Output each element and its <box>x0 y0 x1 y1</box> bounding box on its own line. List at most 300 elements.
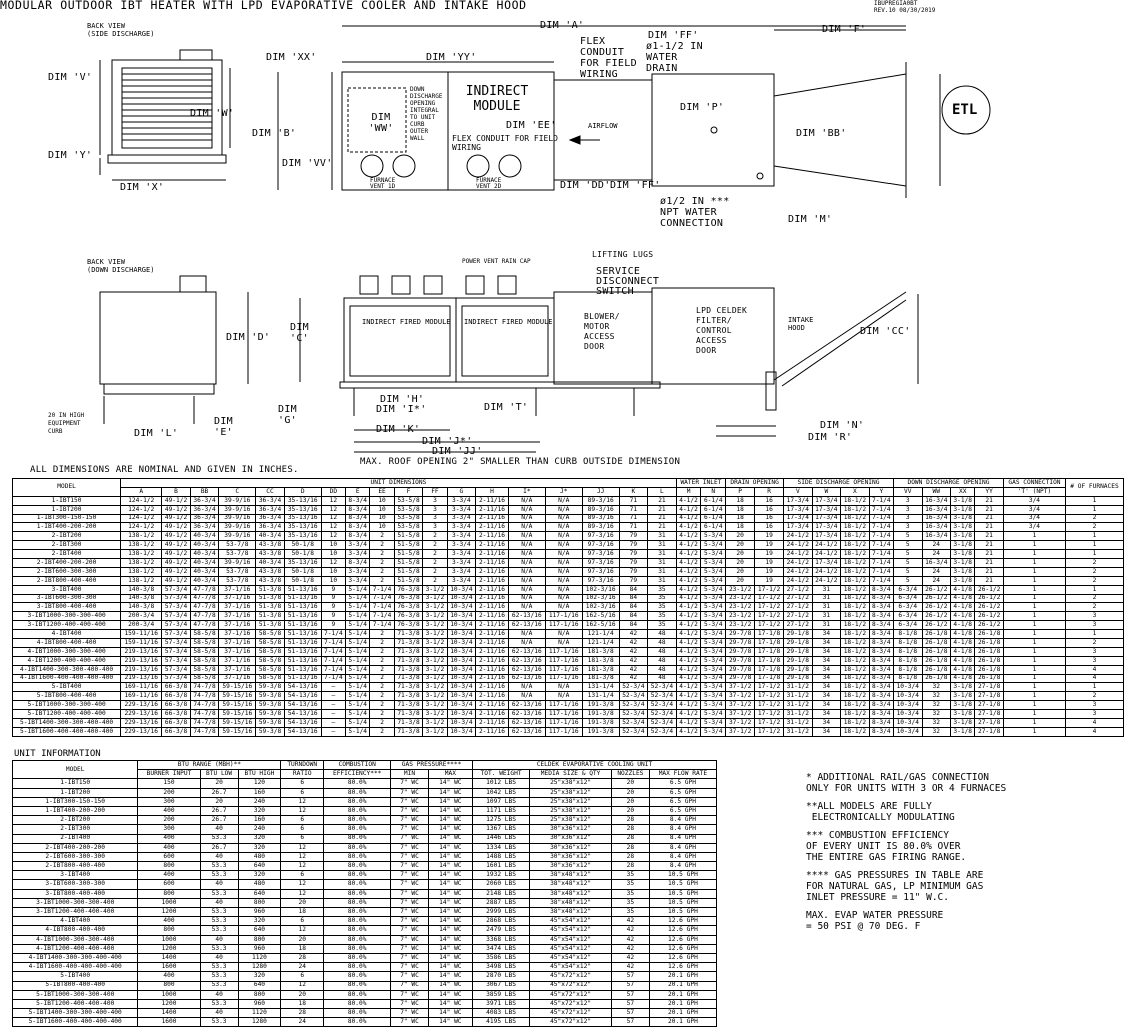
table-cell: 58-5/8 <box>190 665 219 674</box>
table-cell: 66-3/8 <box>162 719 191 728</box>
table-cell: 18-1/2 <box>841 647 870 656</box>
table-cell: 18-1/2 <box>841 576 870 585</box>
table-cell: 7-1/4 <box>321 656 345 665</box>
table-cell: 34 <box>812 701 841 710</box>
table-cell: 8-3/4 <box>869 665 893 674</box>
table-cell: 17-3/4 <box>784 496 813 505</box>
dim-ww-label: DIM 'WW' <box>368 112 394 134</box>
table-cell: 39-9/16 <box>219 505 256 514</box>
table-cell: 3-3/4 <box>346 550 370 559</box>
table-cell: 20 <box>726 576 755 585</box>
table-cell: 26-1/8 <box>975 656 1004 665</box>
table-cell: 219-13/16 <box>121 656 162 665</box>
table-cell: 12 <box>281 806 324 815</box>
table-cell: 1200 <box>138 999 200 1008</box>
table-cell: 29-7/8 <box>726 639 755 648</box>
flex-conduit-label-1: FLEX <box>580 36 606 47</box>
table-cell: 24-1/2 <box>784 550 813 559</box>
table-cell: 29-1/8 <box>784 647 813 656</box>
table-cell: 51-3/8 <box>256 621 285 630</box>
table-cell: 2 <box>370 656 394 665</box>
table-cell: 14" WC <box>428 990 472 999</box>
table-cell: 5-3/4 <box>701 683 726 692</box>
table-cell: 52-3/4 <box>619 692 648 701</box>
table-cell: 5 <box>893 559 922 568</box>
table-cell: 5-1/4 <box>346 701 370 710</box>
table-cell: 14" WC <box>428 889 472 898</box>
table-cell: 74-7/8 <box>190 701 219 710</box>
table-cell: 5-3/4 <box>701 559 726 568</box>
table-cell: 4083 LBS <box>472 1009 529 1018</box>
table-cell: 80.0% <box>324 816 391 825</box>
table-cell: 4-1/2 <box>676 612 701 621</box>
table-cell: 71-3/8 <box>394 630 423 639</box>
info-sub-burner-input: BURNER INPUT <box>138 770 200 779</box>
table-cell: 4-1/8 <box>951 603 975 612</box>
table-cell: 59-15/16 <box>219 692 256 701</box>
table-cell: 14" WC <box>428 852 472 861</box>
table-cell: 10-3/4 <box>893 692 922 701</box>
table-cell: 3-1/8 <box>951 683 975 692</box>
table-cell: 45"x54"x12" <box>530 917 612 926</box>
table-cell: 229-13/16 <box>121 701 162 710</box>
table-cell: 4-1/2 <box>676 541 701 550</box>
table-cell: 117-1/16 <box>545 665 582 674</box>
table-cell: 6 <box>281 816 324 825</box>
table-cell: 138-1/2 <box>121 550 162 559</box>
table-cell: 14" WC <box>428 898 472 907</box>
model-cell: 2-IBT400 <box>13 550 121 559</box>
table-cell: 52-3/4 <box>619 701 648 710</box>
dim-col-header: F <box>394 487 423 496</box>
table-cell: 27-1/8 <box>975 710 1004 719</box>
table-cell: 39-9/16 <box>219 496 256 505</box>
table-cell: 5-1/4 <box>346 710 370 719</box>
model-cell: 3-IBT800-400-400 <box>13 603 121 612</box>
table-cell: 191-3/8 <box>582 710 619 719</box>
table-cell: 3-1/8 <box>951 692 975 701</box>
table-cell: 31 <box>812 585 841 594</box>
table-cell: 58-5/8 <box>190 674 219 683</box>
table-cell: 7-1/4 <box>321 647 345 656</box>
table-cell: N/A <box>508 630 545 639</box>
table-cell: N/A <box>545 683 582 692</box>
table-cell: 31-1/2 <box>784 701 813 710</box>
table-cell: 18-1/2 <box>841 541 870 550</box>
table-cell: 34 <box>812 639 841 648</box>
table-cell: 10 <box>370 523 394 532</box>
table-cell: 3 <box>423 523 447 532</box>
table-cell: 7" WC <box>391 797 429 806</box>
dim-h-label: DIM 'H' <box>380 394 425 405</box>
table-cell: 80.0% <box>324 843 391 852</box>
model-cell: 1-IBT200 <box>13 788 138 797</box>
table-cell: 8-3/4 <box>346 523 370 532</box>
table-cell: 20 <box>611 788 649 797</box>
table-cell: 8-1/8 <box>893 639 922 648</box>
table-cell: 37-1/16 <box>219 656 256 665</box>
dim-t-label: DIM 'T' <box>484 402 529 413</box>
dim-ee-label: DIM 'EE' <box>506 120 557 131</box>
table-cell: 10-3/4 <box>447 701 476 710</box>
table-cell: 53-7/8 <box>219 567 256 576</box>
table-cell: 58-5/8 <box>256 674 285 683</box>
note-3: *** COMBUSTION EFFICIENCY OF EVERY UNIT IS 80.0% OVER THE ENTIRE GAS FIRING RANGE. <box>806 830 967 863</box>
table-cell: 31 <box>648 576 677 585</box>
note-2: **ALL MODELS ARE FULLY ELECTRONICALLY MODULATING <box>806 801 955 823</box>
table-row <box>13 944 717 953</box>
table-cell: 10.5 GPH <box>649 908 716 917</box>
dim-col-header: J* <box>545 487 582 496</box>
table-cell: 12 <box>281 852 324 861</box>
table-cell: 7" WC <box>391 926 429 935</box>
table-cell: 71-3/8 <box>394 727 423 736</box>
table-row <box>13 683 1124 692</box>
water-drain-label-1: ø1-1/2 IN <box>646 41 703 52</box>
table-cell: 18 <box>726 523 755 532</box>
table-cell: 24 <box>922 576 951 585</box>
table-cell: 117-1/16 <box>545 674 582 683</box>
table-cell: 4-1/2 <box>676 550 701 559</box>
table-cell: 80.0% <box>324 898 391 907</box>
table-cell: 4-1/2 <box>676 665 701 674</box>
model-cell: 2-IBT300 <box>13 541 121 550</box>
table-cell: 26-1/2 <box>975 585 1004 594</box>
table-cell: 102-3/16 <box>582 603 619 612</box>
table-cell: 320 <box>238 806 281 815</box>
table-cell: 10.5 GPH <box>649 889 716 898</box>
table-cell: 37-1/16 <box>219 603 256 612</box>
table-cell: 18-1/2 <box>841 612 870 621</box>
table-cell: 51-13/16 <box>284 674 321 683</box>
note-4: **** GAS PRESSURES IN TABLE ARE FOR NATURAL GAS, LP MINIMUM GAS INLET PRESSURE = 11" W.C. <box>806 870 984 903</box>
table-cell: 6-1/4 <box>701 514 726 523</box>
table-cell: 29-1/8 <box>784 639 813 648</box>
table-cell: 51-13/16 <box>284 603 321 612</box>
dim-bb-label: DIM 'BB' <box>796 128 847 139</box>
table-cell: 5-1/4 <box>346 692 370 701</box>
table-cell: 40-3/4 <box>190 576 219 585</box>
model-cell: 1-IBT150 <box>13 496 121 505</box>
dim-b-label: DIM 'B' <box>252 128 297 139</box>
table-cell: 1400 <box>138 953 200 962</box>
table-cell: 800 <box>238 898 281 907</box>
dim-col-header: W <box>812 487 841 496</box>
table-cell: 35 <box>648 603 677 612</box>
table-row <box>13 963 717 972</box>
table-cell: 97-3/16 <box>582 559 619 568</box>
table-cell: 28 <box>611 825 649 834</box>
table-cell: 52-3/4 <box>648 701 677 710</box>
table-cell: 37-1/2 <box>726 701 755 710</box>
table-cell: 3-1/2 <box>423 630 447 639</box>
table-cell: 14" WC <box>428 834 472 843</box>
table-cell: 31 <box>648 567 677 576</box>
table-cell: 71-3/8 <box>394 701 423 710</box>
table-cell: 31-1/2 <box>784 719 813 728</box>
table-cell: 4-1/2 <box>676 603 701 612</box>
table-cell: 36-3/4 <box>256 523 285 532</box>
dim-a-label: DIM 'A' <box>540 20 585 31</box>
table-cell: 8-3/4 <box>869 639 893 648</box>
table-cell: 7" WC <box>391 990 429 999</box>
table-cell: 29-1/8 <box>784 630 813 639</box>
table-cell: 17-1/8 <box>755 656 784 665</box>
table-cell: – <box>321 683 345 692</box>
dim-table-side-discharge-header: SIDE DISCHARGE OPENING <box>784 479 894 488</box>
table-cell: 80.0% <box>324 908 391 917</box>
dim-x-label: DIM 'X' <box>120 182 165 193</box>
table-cell: 53-5/8 <box>394 514 423 523</box>
table-cell: N/A <box>508 594 545 603</box>
table-cell: 10-3/4 <box>893 683 922 692</box>
table-cell: 37-1/2 <box>726 727 755 736</box>
table-cell: 10 <box>370 505 394 514</box>
table-cell: 36-3/4 <box>190 514 219 523</box>
table-cell: 1 <box>1003 701 1065 710</box>
table-cell: 40-3/4 <box>190 567 219 576</box>
table-cell: 150 <box>138 779 200 788</box>
table-cell: 20 <box>726 550 755 559</box>
table-cell: 3 <box>1065 621 1123 630</box>
table-cell: 24-1/2 <box>784 567 813 576</box>
table-cell: 1 <box>1003 585 1065 594</box>
table-cell: 3 <box>1065 656 1123 665</box>
table-cell: 2-11/16 <box>476 621 509 630</box>
table-row <box>13 908 717 917</box>
table-cell: 35 <box>648 621 677 630</box>
table-cell: 17-3/4 <box>812 532 841 541</box>
table-cell: 3 <box>423 514 447 523</box>
dim-col-header: DD <box>321 487 345 496</box>
table-cell: 2-11/16 <box>476 630 509 639</box>
table-cell: 31-1/2 <box>784 727 813 736</box>
table-cell: 26-1/8 <box>922 665 951 674</box>
table-cell: 1 <box>1003 656 1065 665</box>
table-cell: 57 <box>611 999 649 1008</box>
table-cell: 7-1/4 <box>370 621 394 630</box>
table-cell: 24-1/2 <box>812 567 841 576</box>
dim-table-drain-opening-header: DRAIN OPENING <box>726 479 784 488</box>
dim-col-header: E <box>346 487 370 496</box>
table-cell: 3-1/2 <box>423 594 447 603</box>
table-cell: 42 <box>619 647 648 656</box>
table-row <box>13 665 1124 674</box>
table-cell: 57 <box>611 990 649 999</box>
table-cell: 1097 LBS <box>472 797 529 806</box>
flex-conduit-label-4: WIRING <box>580 69 618 80</box>
npt-label-3: CONNECTION <box>660 218 724 229</box>
table-cell: 84 <box>619 585 648 594</box>
table-cell: 2 <box>1065 692 1123 701</box>
dim-col-header: G <box>447 487 476 496</box>
table-cell: 57-3/4 <box>162 647 191 656</box>
table-row <box>13 550 1124 559</box>
table-cell: 140-3/8 <box>121 603 162 612</box>
back-view-down-sublabel: (DOWN DISCHARGE) <box>87 266 155 274</box>
table-cell: 7-1/4 <box>869 514 893 523</box>
table-cell: 84 <box>619 612 648 621</box>
table-cell: 51-13/16 <box>284 585 321 594</box>
table-cell: 29-7/8 <box>726 656 755 665</box>
table-cell: 17-1/8 <box>755 630 784 639</box>
table-cell: 2-11/16 <box>476 665 509 674</box>
table-cell: 5-1/4 <box>346 656 370 665</box>
table-cell: 7-1/4 <box>869 496 893 505</box>
model-cell: 5-IBT800-400-400 <box>13 981 138 990</box>
table-cell: 7" WC <box>391 889 429 898</box>
table-cell: 2 <box>1065 603 1123 612</box>
table-cell: 3 <box>1065 612 1123 621</box>
table-cell: 12.6 GPH <box>649 953 716 962</box>
table-cell: 3-1/2 <box>423 692 447 701</box>
table-cell: 17-1/2 <box>755 594 784 603</box>
table-cell: 53.3 <box>200 834 238 843</box>
table-cell: 5-3/4 <box>701 719 726 728</box>
table-cell: 2 <box>370 674 394 683</box>
table-cell: 37-1/2 <box>726 719 755 728</box>
table-cell: 124-1/2 <box>121 496 162 505</box>
table-cell: 20.1 GPH <box>649 972 716 981</box>
model-cell: 5-IBT1400-300-300-400-400 <box>13 1009 138 1018</box>
table-cell: 40-3/4 <box>190 550 219 559</box>
water-drain-label-3: DRAIN <box>646 63 678 74</box>
table-cell: 3 <box>893 496 922 505</box>
table-cell: 57 <box>611 972 649 981</box>
table-cell: 7-1/4 <box>869 559 893 568</box>
table-cell: 3-1/8 <box>951 523 975 532</box>
table-cell: 29-1/8 <box>784 674 813 683</box>
table-cell: N/A <box>545 576 582 585</box>
table-cell: 38"x48"x12" <box>530 889 612 898</box>
table-cell: 10.5 GPH <box>649 880 716 889</box>
table-cell: 49-1/2 <box>162 532 191 541</box>
table-cell: 23-1/2 <box>726 603 755 612</box>
table-cell: 18-1/2 <box>841 683 870 692</box>
table-cell: 42 <box>611 953 649 962</box>
table-cell: 14" WC <box>428 871 472 880</box>
table-cell: 37-1/16 <box>219 674 256 683</box>
table-row <box>13 567 1124 576</box>
table-cell: 26-1/2 <box>975 603 1004 612</box>
table-cell: 7" WC <box>391 1018 429 1027</box>
table-cell: 18-1/2 <box>841 585 870 594</box>
info-sub-efficiency: EFFICIENCY*** <box>324 770 391 779</box>
table-cell: 52-3/4 <box>648 710 677 719</box>
indirect-fired-label-1: INDIRECT FIRED MODULE <box>362 318 451 326</box>
table-cell: 1 <box>1065 630 1123 639</box>
table-cell: 14" WC <box>428 880 472 889</box>
curb-label-3: CURB <box>48 428 63 435</box>
table-cell: 16 <box>755 496 784 505</box>
table-cell: 17-1/8 <box>755 639 784 648</box>
table-cell: 10-3/4 <box>893 719 922 728</box>
table-cell: 21 <box>975 514 1004 523</box>
table-cell: 62-13/16 <box>508 647 545 656</box>
table-cell: 62-13/16 <box>508 612 545 621</box>
down-discharge-note: DOWN DISCHARGE OPENING INTEGRAL TO UNIT CURB OUTER WALL <box>410 86 443 142</box>
table-cell: 42 <box>619 630 648 639</box>
table-cell: 53.3 <box>200 963 238 972</box>
table-cell: 5-1/4 <box>346 674 370 683</box>
table-cell: 8-3/4 <box>869 727 893 736</box>
dim-f-label: DIM 'F' <box>822 24 867 35</box>
table-cell: 2-11/16 <box>476 647 509 656</box>
table-cell: 4-1/2 <box>676 701 701 710</box>
table-cell: 53.3 <box>200 1018 238 1027</box>
table-cell: 8-3/4 <box>346 514 370 523</box>
nominal-dimensions-note: ALL DIMENSIONS ARE NOMINAL AND GIVEN IN INCHES. <box>30 465 299 475</box>
table-cell: 47-7/8 <box>190 603 219 612</box>
table-cell: 2-11/16 <box>476 514 509 523</box>
table-cell: 240 <box>238 797 281 806</box>
table-cell: 80.0% <box>324 944 391 953</box>
table-cell: 2-11/16 <box>476 674 509 683</box>
table-cell: – <box>321 719 345 728</box>
dim-col-header: JJ <box>582 487 619 496</box>
table-cell: 7" WC <box>391 825 429 834</box>
table-cell: 20 <box>726 567 755 576</box>
table-cell: 40-3/4 <box>190 559 219 568</box>
table-cell: 3-1/8 <box>951 567 975 576</box>
table-cell: 38"x48"x12" <box>530 880 612 889</box>
table-cell: 58-5/8 <box>256 656 285 665</box>
table-row <box>13 999 717 1008</box>
table-cell: 640 <box>238 889 281 898</box>
table-cell: 2-11/16 <box>476 550 509 559</box>
table-row <box>13 692 1124 701</box>
table-row <box>13 576 1124 585</box>
table-cell: 45"x54"x12" <box>530 935 612 944</box>
table-cell: 12 <box>281 862 324 871</box>
table-cell: 2 <box>370 719 394 728</box>
table-cell: 21 <box>648 514 677 523</box>
table-cell: 5 <box>893 550 922 559</box>
table-cell: 45"x54"x12" <box>530 926 612 935</box>
table-cell: 51-5/8 <box>394 550 423 559</box>
dim-v-label: DIM 'V' <box>48 72 93 83</box>
table-cell: 2479 LBS <box>472 926 529 935</box>
table-cell: 300 <box>138 825 200 834</box>
table-cell: 3 <box>893 523 922 532</box>
table-cell: 80.0% <box>324 871 391 880</box>
model-cell: 1-IBT300-150-150 <box>13 514 121 523</box>
dim-col-header: M <box>676 487 701 496</box>
table-cell: 62-13/16 <box>508 710 545 719</box>
table-cell: 400 <box>138 843 200 852</box>
table-cell: 20 <box>726 541 755 550</box>
back-view-side-sublabel: (SIDE DISCHARGE) <box>87 30 155 38</box>
lifting-lugs-label: LIFTING LUGS <box>592 250 654 259</box>
table-cell: 51-13/16 <box>284 594 321 603</box>
table-cell: 53-7/8 <box>219 550 256 559</box>
model-cell: 3-IBT800-400-400 <box>13 889 138 898</box>
table-row <box>13 806 717 815</box>
table-cell: 5-1/4 <box>346 727 370 736</box>
table-row <box>13 797 717 806</box>
dim-j-label: DIM 'J*' <box>422 436 473 447</box>
lpd-label-1: LPD CELDEK <box>696 306 748 315</box>
table-row <box>13 990 717 999</box>
table-cell: 53.3 <box>200 972 238 981</box>
table-cell: 3-3/4 <box>346 567 370 576</box>
table-cell: N/A <box>545 496 582 505</box>
table-cell: 7-1/4 <box>321 665 345 674</box>
table-cell: 117-1/16 <box>545 656 582 665</box>
table-cell: 29-1/8 <box>784 665 813 674</box>
table-cell: 4-1/2 <box>676 559 701 568</box>
table-cell: 3-1/8 <box>951 576 975 585</box>
